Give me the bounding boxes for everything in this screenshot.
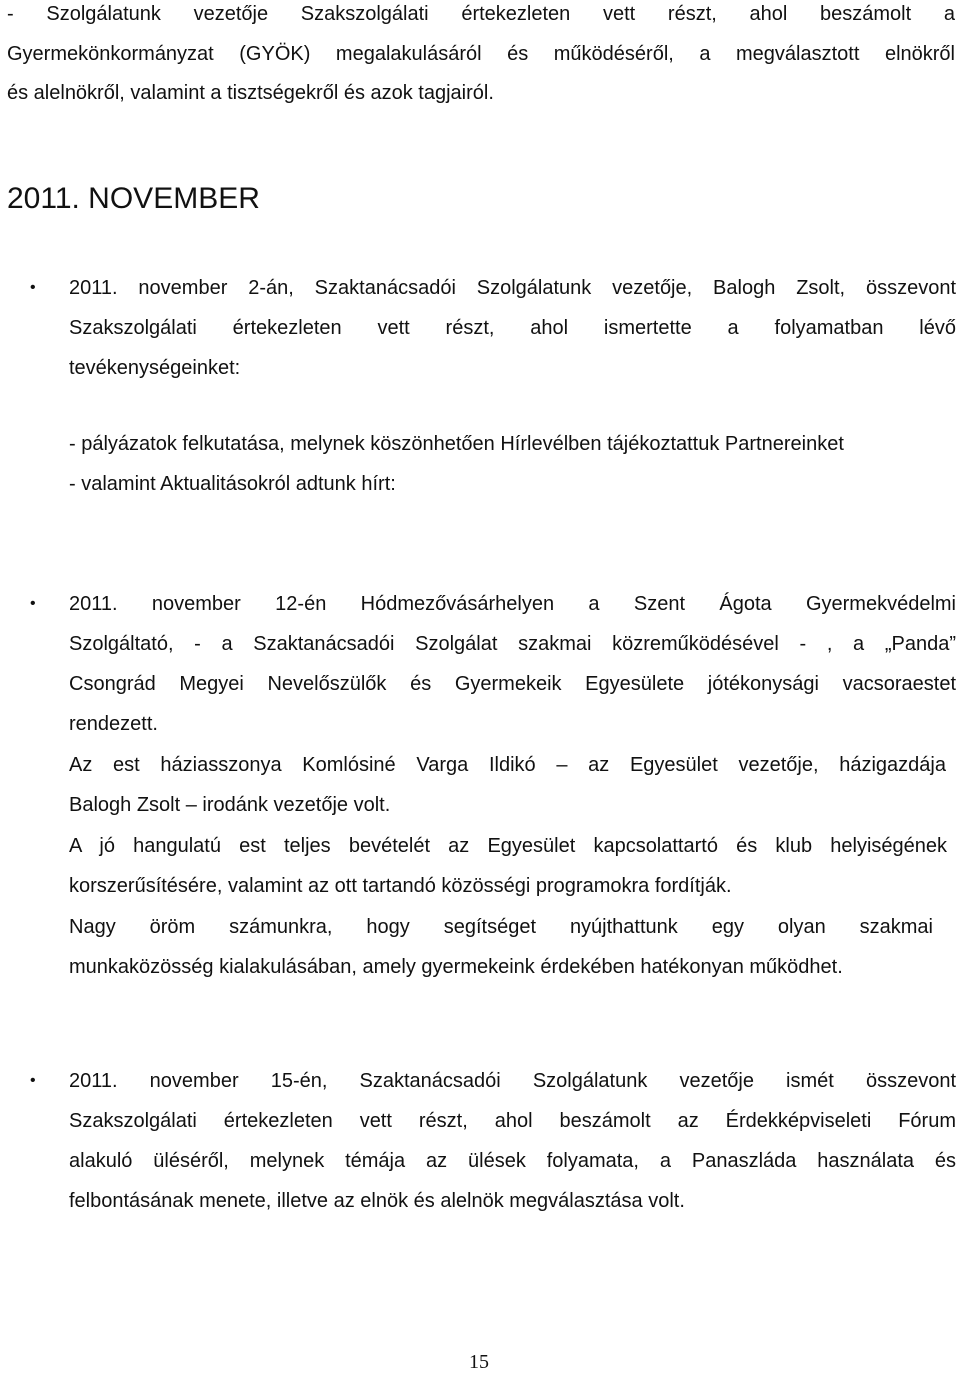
item2-line-2: Szolgáltató, - a Szaktanácsadói Szolgálat szakmai közreműködésével - , a „Panda” (69, 633, 956, 655)
item2-line-4: rendezett. (69, 713, 158, 735)
intro-line-1: - Szolgálatunk vezetője Szakszolgálati értekezleten vett részt, ahol beszámolt a (7, 3, 955, 25)
intro-line-2: Gyermekönkormányzat (GYÖK) megalakulásáról és működéséről, a megválasztott elnökről (7, 43, 955, 65)
item2-line-8: korszerűsítésére, valamint az ott tartandó közösségi programokra fordítják. (69, 875, 732, 897)
item2-line-3: Csongrád Megyei Nevelőszülők és Gyermekeik Egyesülete jótékonysági vacsoraestet (69, 673, 956, 695)
item2-line-10: munkaközösség kialakulásában, amely gyermekeink érdekében hatékonyan működhet. (69, 956, 843, 978)
bullet-2: • (30, 595, 36, 612)
section-heading: 2011. NOVEMBER (7, 182, 260, 215)
item3-line-2: Szakszolgálati értekezleten vett részt, ahol beszámolt az Érdekképviseleti Fórum (69, 1110, 956, 1132)
item1-line-2: Szakszolgálati értekezleten vett részt, ahol ismertette a folyamatban lévő (69, 317, 956, 339)
item2-line-7: A jó hangulatú est teljes bevételét az Egyesület kapcsolattartó és klub helyiségének (69, 835, 947, 857)
bullet-1: • (30, 279, 36, 296)
item1-sub-line-1: - pályázatok felkutatása, melynek köszönhetően Hírlevélben tájékoztattuk Partnereinket (69, 433, 844, 455)
item3-line-1: 2011. november 15-én, Szaktanácsadói Szolgálatunk vezetője ismét összevont (69, 1070, 956, 1092)
item2-line-5: Az est háziasszonya Komlósiné Varga Ildikó – az Egyesület vezetője, házigazdája (69, 754, 946, 776)
bullet-3: • (30, 1072, 36, 1089)
item2-line-6: Balogh Zsolt – irodánk vezetője volt. (69, 794, 391, 816)
item1-line-3: tevékenységeinket: (69, 357, 241, 379)
item3-line-3: alakuló üléséről, melynek témája az ülések folyamata, a Panaszláda használata és (69, 1150, 956, 1172)
item3-line-4: felbontásának menete, illetve az elnök és alelnök megválasztása volt. (69, 1190, 685, 1212)
intro-line-3: és alelnökről, valamint a tisztségekről és azok tagjairól. (7, 82, 494, 104)
item2-line-9: Nagy öröm számunkra, hogy segítséget nyújthattunk egy olyan szakmai (69, 916, 933, 938)
item2-line-1: 2011. november 12-én Hódmezővásárhelyen a Szent Ágota Gyermekvédelmi (69, 593, 956, 615)
page-number: 15 (469, 1351, 489, 1373)
item1-sub-line-2: - valamint Aktualitásokról adtunk hírt: (69, 473, 396, 495)
item1-line-1: 2011. november 2-án, Szaktanácsadói Szolgálatunk vezetője, Balogh Zsolt, összevont (69, 277, 956, 299)
